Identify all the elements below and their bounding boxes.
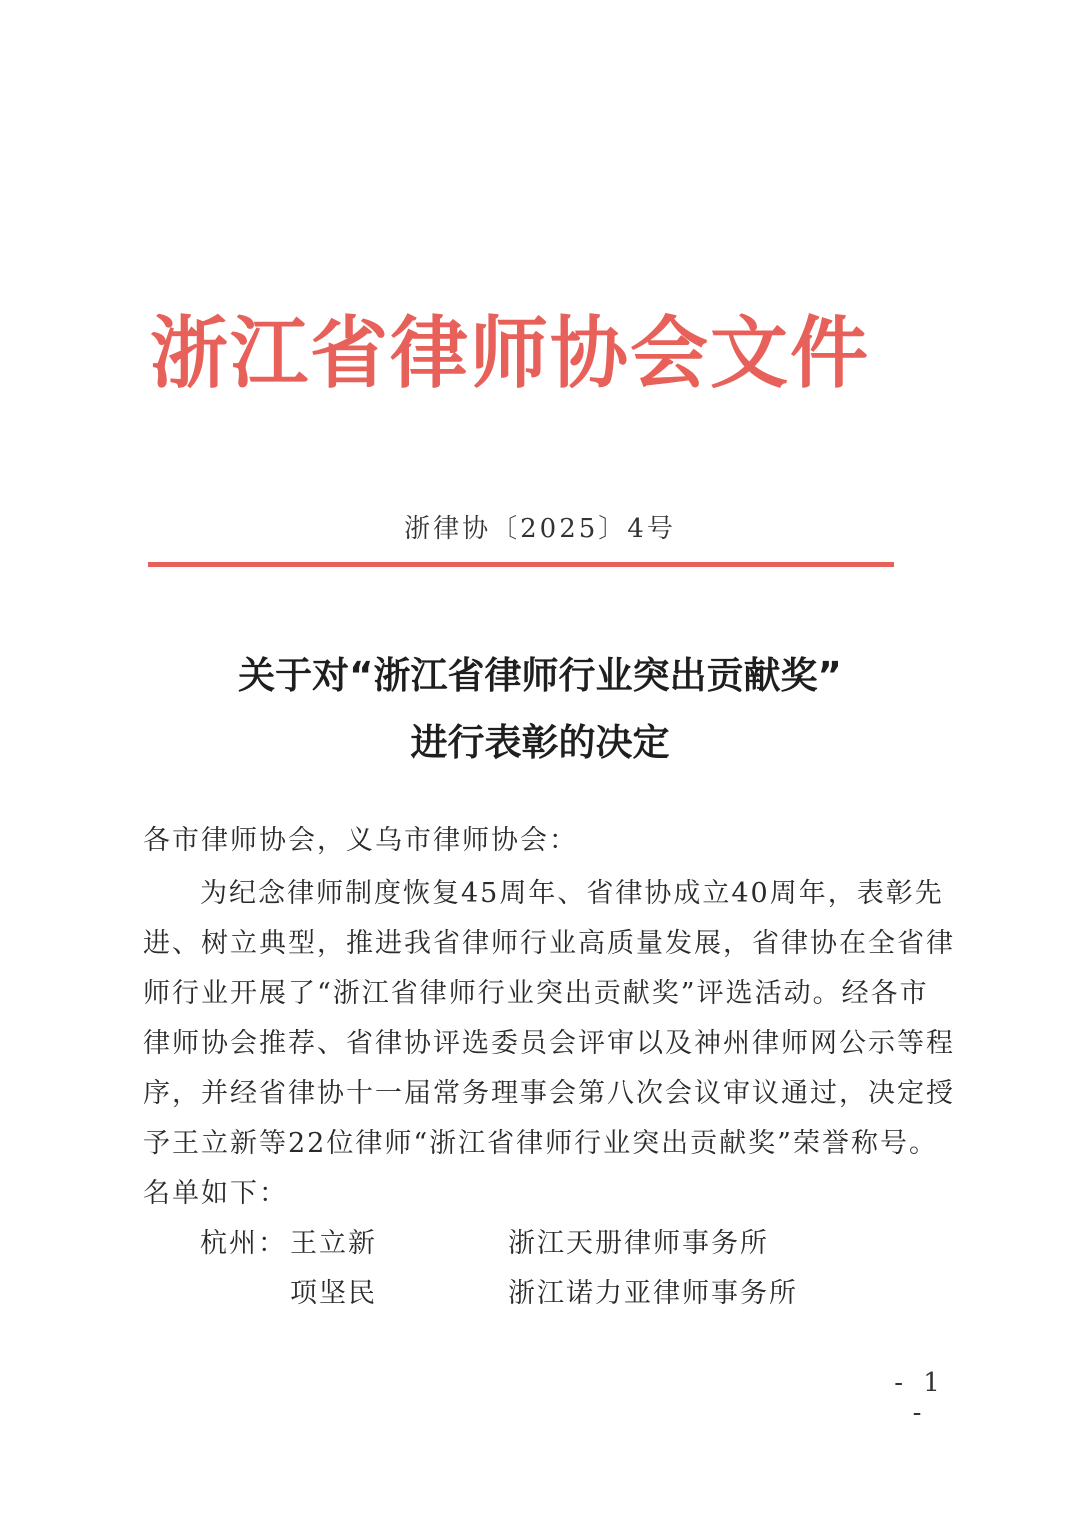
awardee-name: 项坚民	[290, 1278, 377, 1309]
body-line-1: 为纪念律师制度恢复45周年、省律协成立40周年，表彰先	[200, 878, 944, 909]
body-line-6: 予王立新等22位律师“浙江省律师行业突出贡献奖”荣誉称号。	[143, 1128, 938, 1159]
awardee-firm: 浙江天册律师事务所	[508, 1228, 769, 1259]
body-line-5: 序，并经省律协十一届常务理事会第八次会议审议通过，决定授	[143, 1078, 955, 1109]
red-divider	[148, 562, 894, 567]
awardee-firm: 浙江诺力亚律师事务所	[508, 1278, 798, 1309]
awardee-city: 杭州：	[200, 1228, 287, 1259]
issuer-title: 浙江省律师协会文件	[150, 309, 871, 399]
body-line-7: 名单如下：	[143, 1178, 288, 1209]
awardee-name: 王立新	[290, 1228, 377, 1259]
body-line-3: 师行业开展了“浙江省律师行业突出贡献奖”评选活动。经各市	[143, 978, 929, 1009]
salutation: 各市律师协会，义乌市律师协会：	[143, 825, 578, 856]
body-line-4: 律师协会推荐、省律协评选委员会评审以及神州律师网公示等程	[143, 1028, 955, 1059]
body-line-2: 进、树立典型，推进我省律师行业高质量发展，省律协在全省律	[143, 928, 955, 959]
decision-title-line-1: 关于对“浙江省律师行业突出贡献奖”	[238, 654, 842, 697]
page-number: - 1 -	[894, 1368, 946, 1428]
document-number: 浙律协〔2025〕4号	[404, 514, 676, 544]
decision-title-line-2: 进行表彰的决定	[410, 721, 670, 764]
